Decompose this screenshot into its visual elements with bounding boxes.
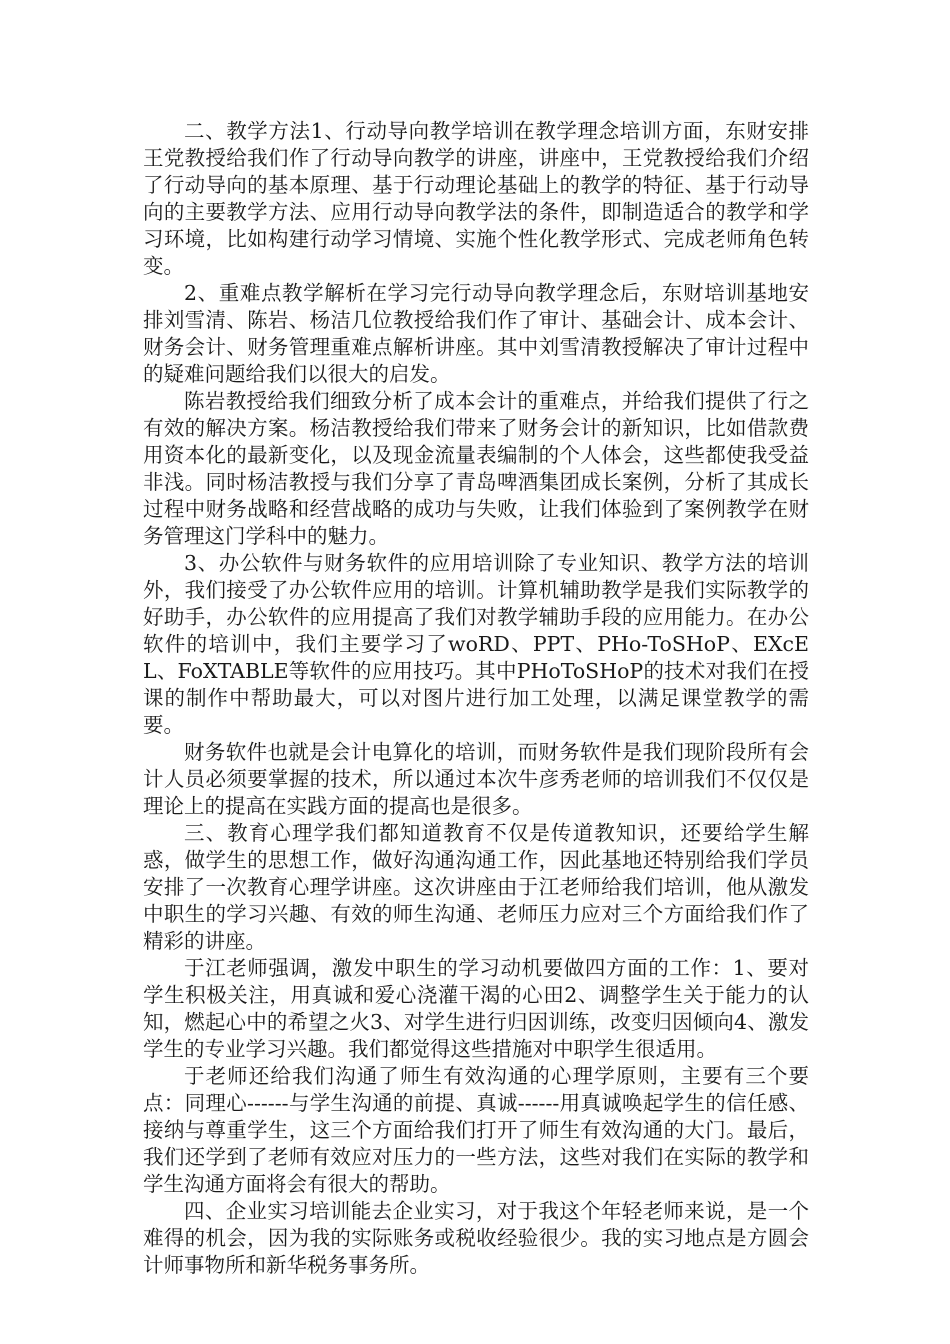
- paragraph-financial-software: 财务软件也就是会计电算化的培训，而财务软件是我们现阶段所有会计人员必须要掌握的技术，所以通过本次牛彦秀老师的培训我们不仅仅是理论上的提高在实践方面的提高也是很多。: [143, 740, 809, 818]
- paragraph-motivation: 于江老师强调，激发中职生的学习动机要做四方面的工作：1、要对学生积极关注，用真诚和爱心浇灌干渴的心田2、调整学生关于能力的认知，燃起心中的希望之火3、对学生进行归因训练，改变归因倾向4、激发学生的专业学习兴趣。我们都觉得这些措施对中职学生很适用。: [143, 956, 809, 1061]
- paragraph-internship: 四、企业实习培训能去企业实习，对于我这个年轻老师来说，是一个难得的机会，因为我的实际账务或税收经验很少。我的实习地点是方圆会计师事物所和新华税务事务所。: [143, 1199, 809, 1277]
- paragraph-key-difficulties: 2、重难点教学解析在学习完行动导向教学理念后，东财培训基地安排刘雪清、陈岩、杨洁几位教授给我们作了审计、基础会计、成本会计、财务会计、财务管理重难点解析讲座。其中刘雪清教授解决了审计过程中的疑难问题给我们以很大的启发。: [143, 281, 809, 386]
- paragraph-teaching-methods: 二、教学方法1、行动导向教学培训在教学理念培训方面，东财安排王党教授给我们作了行动导向教学的讲座，讲座中，王党教授给我们介绍了行动导向的基本原理、基于行动理论基础上的教学的特征、基于行动导向的主要教学方法、应用行动导向教学法的条件，即制造适合的教学和学习环境，比如构建行动学习情境、实施个性化教学形式、完成老师角色转变。: [143, 119, 809, 278]
- paragraph-office-software: 3、办公软件与财务软件的应用培训除了专业知识、教学方法的培训外，我们接受了办公软件应用的培训。计算机辅助教学是我们实际教学的好助手，办公软件的应用提高了我们对教学辅助手段的应用能力。在办公软件的培训中，我们主要学习了woRD、PPT、PHo-ToSHoP、EXcEL、FoXTABLE等软件的应用技巧。其中PHoToSHoP的技术对我们在授课的制作中帮助最大，可以对图片进行加工处理，以满足课堂教学的需要。: [143, 551, 809, 737]
- paragraph-cost-accounting: 陈岩教授给我们细致分析了成本会计的重难点，并给我们提供了行之有效的解决方案。杨洁教授给我们带来了财务会计的新知识，比如借款费用资本化的最新变化，以及现金流量表编制的个人体会，这些都使我受益非浅。同时杨洁教授与我们分享了青岛啤酒集团成长案例，分析了其成长过程中财务战略和经营战略的成功与失败，让我们体验到了案例教学在财务管理这门学科中的魅力。: [143, 389, 809, 548]
- document-body: [143, 118, 809, 1279]
- paragraph-educational-psychology: 三、教育心理学我们都知道教育不仅是传道教知识，还要给学生解惑，做学生的思想工作，做好沟通沟通工作，因此基地还特别给我们学员安排了一次教育心理学讲座。这次讲座由于江老师给我们培训，他从激发中职生的学习兴趣、有效的师生沟通、老师压力应对三个方面给我们作了精彩的讲座。: [143, 821, 809, 953]
- paragraph-communication: 于老师还给我们沟通了师生有效沟通的心理学原则，主要有三个要点：同理心------与学生沟通的前提、真诚------用真诚唤起学生的信任感、接纳与尊重学生，这三个方面给我们打开了师生有效沟通的大门。最后，我们还学到了老师有效应对压力的一些方法，这些对我们在实际的教学和学生沟通方面将会有很大的帮助。: [143, 1064, 809, 1196]
